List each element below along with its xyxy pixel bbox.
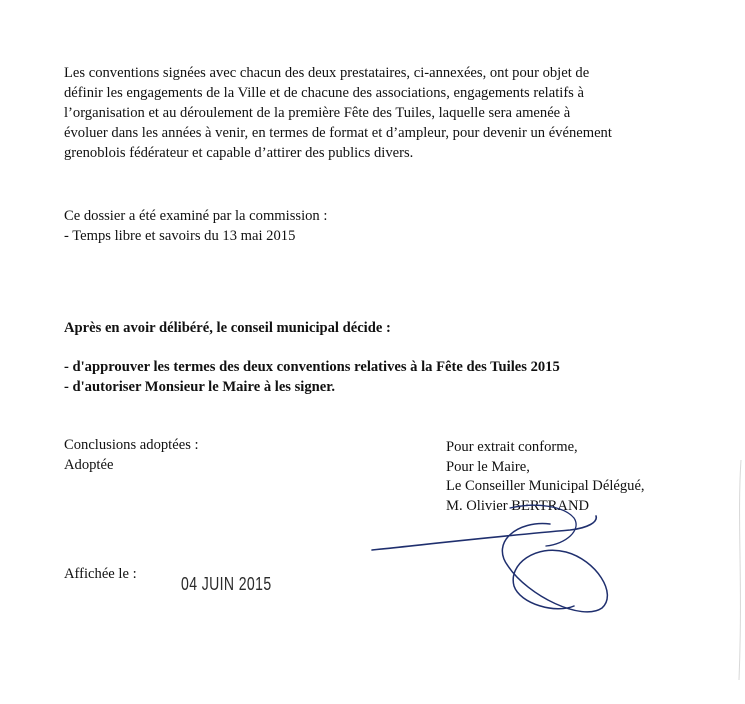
handwritten-signature: [360, 500, 620, 630]
signatory-name: M. Olivier BERTRAND: [446, 497, 590, 514]
scan-edge-shadow: [733, 460, 745, 680]
decision-item: - d'autoriser Monsieur le Maire à les signer.: [64, 379, 336, 395]
extract-line: Le Conseiller Municipal Délégué,: [446, 478, 645, 494]
paragraph-line: grenoblois fédérateur et capable d’attirer des publics divers.: [64, 145, 414, 161]
decision-heading: Après en avoir délibéré, le conseil municipal décide :: [64, 320, 391, 336]
decision-item: - d'approuver les termes des deux conventions relatives à la Fête des Tuiles 2015: [64, 359, 560, 375]
paragraph-line: évoluer dans les années à venir, en termes de format et d’ampleur, pour devenir un événement: [64, 125, 612, 141]
decision-list: [64, 357, 560, 397]
commission-examination: [64, 206, 327, 246]
paragraph-line: définir les engagements de la Ville et de chacune des associations, engagements relatifs à: [64, 85, 584, 101]
extract-line: Pour le Maire,: [446, 458, 530, 475]
conclusions-label: Conclusions adoptées :: [64, 437, 199, 453]
date-stamp: 04 JUIN 2015: [181, 574, 272, 594]
body-paragraph: [64, 63, 672, 163]
conclusions-block: [64, 435, 199, 475]
extract-line: Pour extrait conforme,: [446, 439, 578, 455]
paragraph-line: Les conventions signées avec chacun des deux prestataires, ci-annexées, ont pour objet de: [64, 65, 590, 81]
conclusions-value: Adoptée: [64, 457, 114, 473]
posting-label: Affichée le :: [64, 566, 137, 582]
commission-entry: - Temps libre et savoirs du 13 mai 2015: [64, 228, 296, 244]
paragraph-line: l’organisation et au déroulement de la première Fête des Tuiles, laquelle sera amenée à: [64, 105, 571, 121]
examination-intro: Ce dossier a été examiné par la commission :: [64, 208, 328, 224]
